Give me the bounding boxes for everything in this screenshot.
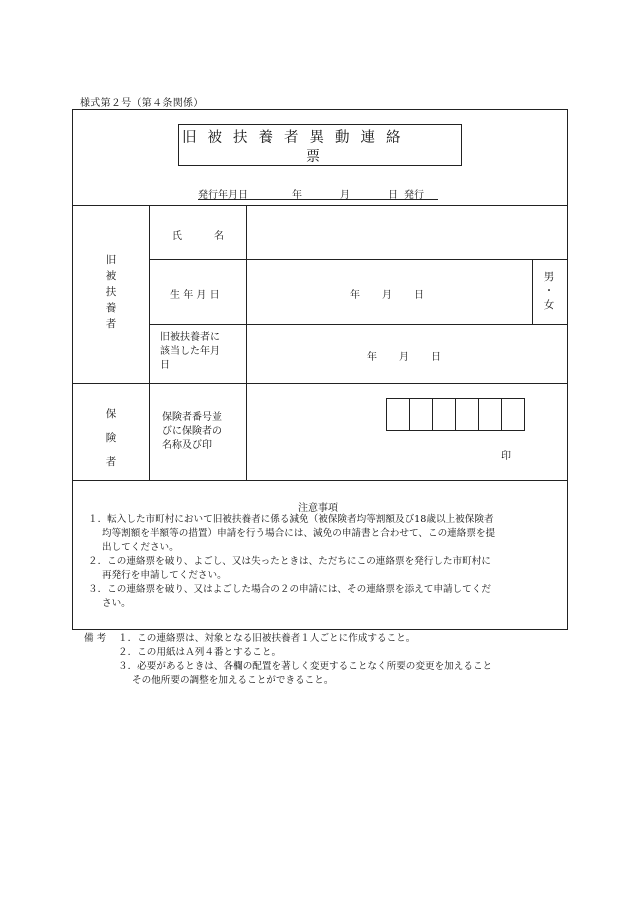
insurer-number-box[interactable]: [478, 398, 502, 431]
name-field[interactable]: [247, 206, 567, 258]
gender-separator: ・: [543, 285, 555, 297]
grid-hline-name-birth: [149, 259, 568, 260]
title-line1: 旧被扶養者異動連絡: [182, 130, 412, 146]
dependent-date-day: 日: [431, 352, 441, 363]
insurer-number-box[interactable]: [432, 398, 456, 431]
issue-underline: [198, 199, 438, 200]
insurer-label-line: 保険者番号並: [162, 412, 222, 423]
insurer-number-box[interactable]: [455, 398, 479, 431]
birth-day: 日: [414, 290, 424, 301]
dependent-date-label-line: 該当した年月: [160, 346, 220, 357]
notes-heading: 注意事項: [298, 503, 338, 514]
gender-male: 男: [543, 271, 555, 283]
insurer-number-box[interactable]: [409, 398, 433, 431]
issue-month: 月: [340, 190, 350, 201]
name-label-char: 氏: [172, 231, 182, 242]
remark-line: ３．必要があるときは、各欄の配置を著しく変更することなく所要の変更を加えること: [118, 661, 493, 672]
note-line: １．転入した市町村において旧被扶養者に係る減免（被保険者均等割額及び18歳以上被保険者: [88, 514, 494, 525]
dependent-date-year: 年: [367, 352, 377, 363]
gender-female: 女: [543, 299, 555, 311]
notes-body: [88, 513, 495, 611]
gender-field[interactable]: [542, 270, 556, 312]
issue-suffix: 発行: [404, 190, 424, 201]
birth-label: 生年月日: [170, 290, 223, 301]
grid-hline-birth-date: [149, 324, 568, 325]
dependent-date-label-line: 旧被扶養者に: [160, 332, 220, 343]
note-line: さい。: [102, 598, 131, 609]
seal-mark: 印: [501, 451, 511, 462]
note-line: 出してください。: [102, 542, 179, 553]
birth-month: 月: [382, 290, 392, 301]
remark-line: １．この連絡票は、対象となる旧被扶養者１人ごとに作成すること。: [118, 633, 416, 644]
grid-hline-person-insurer: [72, 383, 568, 384]
dependent-date-month: 月: [399, 352, 409, 363]
form-label: 様式第２号（第４条関係）: [80, 98, 204, 109]
note-line: 再発行を申請してください。: [102, 570, 227, 581]
birth-year: 年: [350, 290, 360, 301]
insurer-number-boxes[interactable]: [386, 398, 533, 431]
remarks-label: 備考: [84, 633, 110, 644]
insurer-section-char: 保: [105, 408, 117, 420]
person-section-char: 養: [105, 302, 117, 314]
name-label-char: 名: [214, 231, 224, 242]
note-line: ３．この連絡票を破り、又はよごした場合の２の申請には、その連絡票を添えて申請してくだ: [88, 584, 491, 595]
name-label: [172, 227, 224, 242]
remark-line: その他所要の調整を加えることができること。: [132, 675, 334, 686]
note-line: 均等割額を半額等の措置）申請を行う場合には、減免の申請書と合わせて、この連絡票を提: [102, 528, 496, 539]
birth-date-field[interactable]: [350, 286, 424, 301]
insurer-label-line: 名称及び印: [162, 440, 212, 451]
issue-day: 日: [388, 190, 398, 201]
person-section-char: 扶: [105, 286, 117, 298]
grid-hline-insurer-notes: [72, 480, 568, 481]
grid-vline-section: [149, 205, 150, 383]
title-line2: 票: [306, 149, 320, 165]
person-section-char: 者: [105, 318, 117, 330]
grid-vline-gender: [532, 259, 533, 324]
person-section-char: 被: [105, 270, 117, 282]
issue-year: 年: [292, 190, 302, 201]
dependent-date-label-line: 日: [160, 360, 170, 371]
insurer-section-char: 険: [105, 432, 117, 444]
grid-vline-insurer-section: [149, 383, 150, 480]
person-section-char: 旧: [105, 254, 117, 266]
dependent-date-label: [160, 331, 220, 373]
person-section-label: [104, 252, 118, 332]
insurer-number-box[interactable]: [501, 398, 525, 431]
issue-date-label: 発行年月日: [198, 190, 248, 201]
insurer-section-char: 者: [105, 456, 117, 468]
insurer-section-label: [104, 402, 118, 474]
dependent-date-field[interactable]: [367, 348, 441, 363]
remark-line: ２．この用紙はＡ列４番とすること。: [118, 647, 282, 658]
remarks-body: [118, 632, 492, 688]
insurer-number-box[interactable]: [386, 398, 410, 431]
note-line: ２．この連絡票を破り、よごし、又は失ったときは、ただちにこの連絡票を発行した市町村に: [88, 556, 491, 567]
insurer-label: [162, 411, 222, 453]
insurer-label-line: びに保険者の: [162, 426, 222, 437]
